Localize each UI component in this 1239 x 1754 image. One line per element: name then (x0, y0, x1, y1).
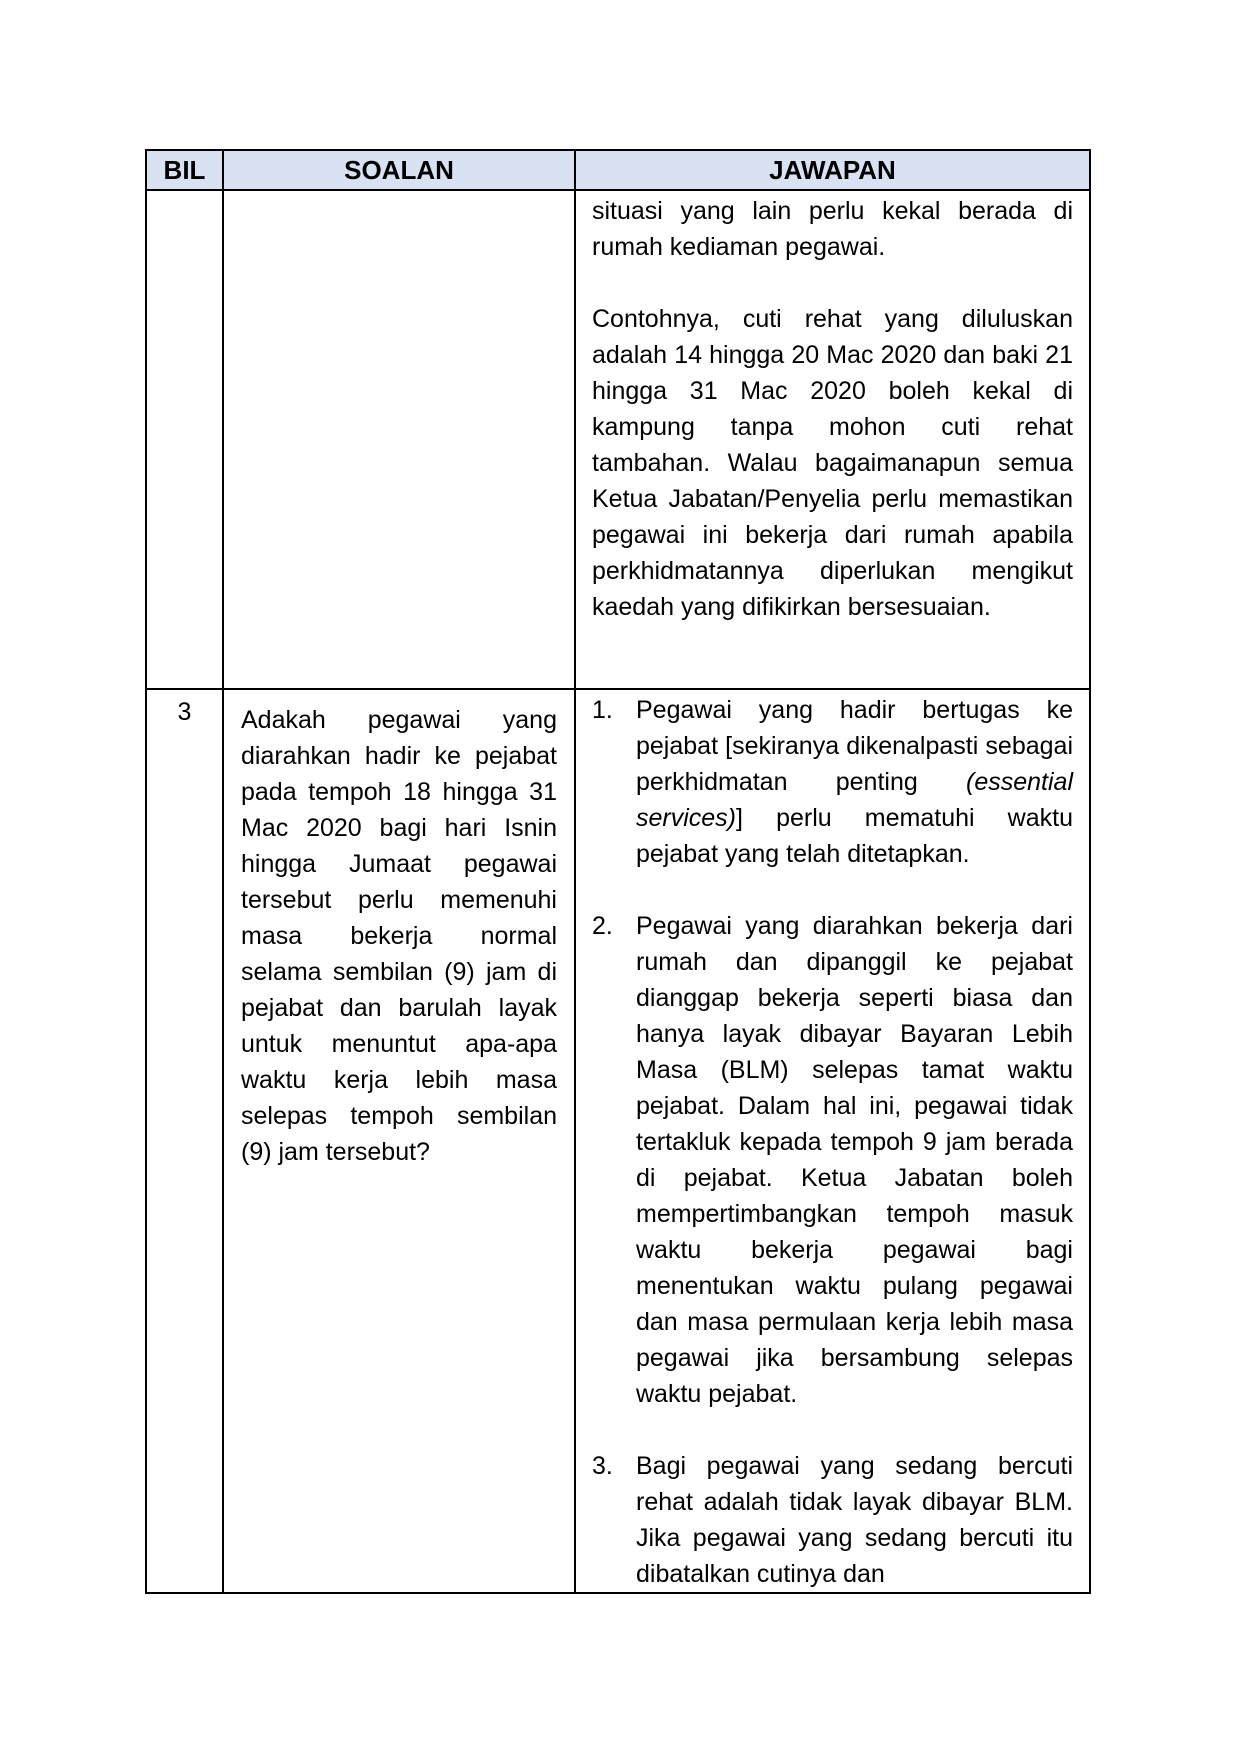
table-row-question-3 (146, 689, 1090, 1593)
table-header-row (146, 150, 1090, 190)
answer-text-segment: Pegawai yang diarahkan bekerja dari rumah dan dipanggil ke pejabat dianggap bekerja seperti biasa dan hanya layak dibayar Bayaran Lebih Masa (BLM) selepas tamat waktu pejabat. Dalam hal ini, pegawai tidak tertakluk kepada tempoh 9 jam berada di pejabat. Ketua Jabatan boleh mempertimbangkan tempoh masuk waktu bekerja pegawai bagi menentukan waktu pulang pegawai dan masa permulaan kerja lebih masa pegawai jika bersambung selepas waktu pejabat. (636, 912, 1073, 1408)
table-row-answer-continuation (146, 190, 1090, 689)
header-jawapan: JAWAPAN (575, 150, 1090, 190)
faq-table (145, 149, 1091, 1594)
bil-cell: 3 (146, 689, 223, 1593)
answer-text-segment: Pegawai yang hadir bertugas ke pejabat [sekiranya dikenalpasti sebagai perkhidmatan penting (636, 696, 1073, 796)
jawapan-cell (575, 689, 1090, 1593)
answer-text-italic-segment: (essential services) (636, 768, 1073, 832)
question-text: Adakah pegawai yang diarahkan hadir ke pejabat pada tempoh 18 hingga 31 Mac 2020 bagi hari Isnin hingga Jumaat pegawai tersebut perlu memenuhi masa bekerja normal selama sembilan (9) jam di pejabat dan barulah layak untuk menuntut apa-apa waktu kerja lebih masa selepas tempoh sembilan (9) jam tersebut? (241, 706, 557, 1166)
answer-paragraph: situasi yang lain perlu kekal berada di rumah kediaman pegawai. (592, 197, 1073, 261)
soalan-cell (223, 689, 575, 1593)
answer-text-segment: ] perlu mematuhi waktu pejabat yang telah ditetapkan. (636, 804, 1073, 868)
answer-item-number: 3. (592, 1452, 613, 1480)
jawapan-cell (575, 190, 1090, 689)
answer-item-3 (592, 1448, 1073, 1592)
answer-paragraph: Contohnya, cuti rehat yang diluluskan adalah 14 hingga 20 Mac 2020 dan baki 21 hingga 31 Mac 2020 boleh kekal di kampung tanpa mohon cuti rehat tambahan. Walau bagaimanapun semua Ketua Jabatan/Penyelia perlu memastikan pegawai ini bekerja dari rumah apabila perkhidmatannya diperlukan mengikut kaedah yang difikirkan bersesuaian. (592, 305, 1073, 621)
answer-item-2 (592, 908, 1073, 1412)
soalan-cell-empty (223, 190, 575, 689)
bil-cell-empty (146, 190, 223, 689)
answer-item-text (636, 1448, 1073, 1592)
answer-item-number: 1. (592, 696, 613, 724)
answer-text-segment: Bagi pegawai yang sedang bercuti rehat adalah tidak layak dibayar BLM. Jika pegawai yang sedang bercuti itu dibatalkan cutinya dan (636, 1452, 1073, 1588)
answer-item-number: 2. (592, 912, 613, 940)
answer-item-text (636, 692, 1073, 872)
header-soalan: SOALAN (223, 150, 575, 190)
answer-item-text (636, 908, 1073, 1412)
answer-item-1 (592, 692, 1073, 872)
header-bil: BIL (146, 150, 223, 190)
